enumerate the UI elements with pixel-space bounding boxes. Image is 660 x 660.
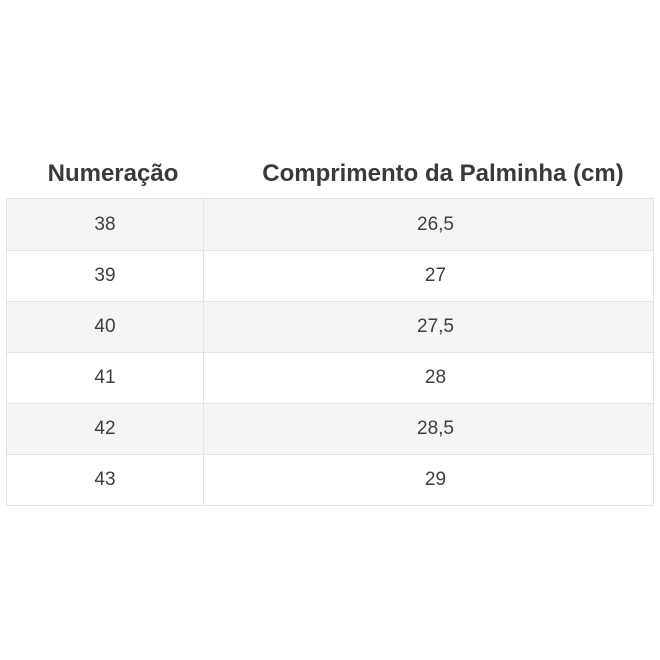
- table-body: [6, 198, 654, 506]
- length-cell: 28: [424, 367, 447, 388]
- table-row: [7, 454, 653, 505]
- header-comprimento: Comprimento da Palminha (cm): [262, 160, 624, 187]
- size-cell: 43: [7, 455, 204, 505]
- size-cell: 40: [7, 302, 204, 352]
- table-row: [7, 403, 653, 454]
- length-cell: 27: [424, 265, 447, 286]
- size-cell: 41: [7, 353, 204, 403]
- table-row: [7, 250, 653, 301]
- length-cell: 28,5: [417, 418, 454, 439]
- table-row: [7, 301, 653, 352]
- size-cell: 38: [7, 199, 204, 250]
- table-row: [7, 352, 653, 403]
- table-row: [7, 199, 653, 250]
- table-header: [6, 150, 654, 198]
- size-table: [6, 150, 654, 506]
- size-cell: 39: [7, 251, 204, 301]
- header-numeracao: Numeração: [47, 160, 179, 187]
- length-cell: 29: [424, 469, 447, 490]
- length-cell: 26,5: [417, 213, 454, 235]
- length-cell: 27,5: [417, 316, 454, 337]
- size-cell: 42: [7, 404, 204, 454]
